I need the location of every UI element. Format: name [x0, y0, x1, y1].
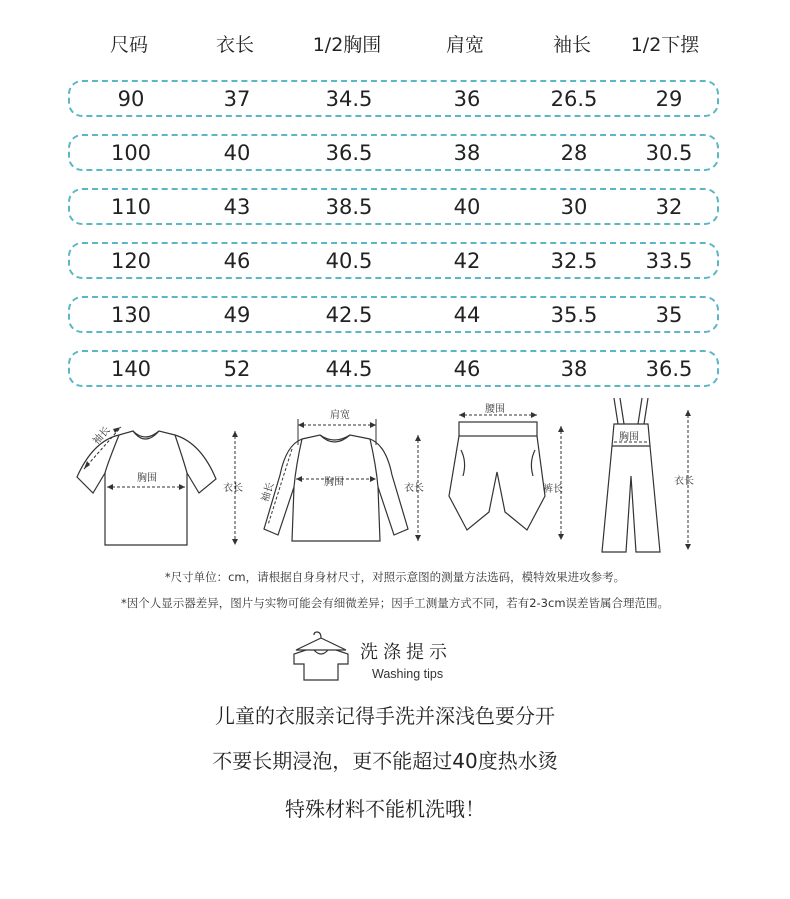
cell-length: 46 — [223, 249, 251, 273]
header-chest: 1/2胸围 — [312, 34, 382, 56]
washing-subtitle: Washing tips — [372, 667, 444, 681]
size-tolerance-note: *因个人显示器差异，图片与实物可能会有细微差异；因手工测量方式不同，若有2-3cm误差皆属合理范围。 — [120, 596, 670, 610]
cell-chest: 44.5 — [325, 357, 373, 381]
cell-size: 110 — [110, 195, 152, 219]
table-row — [68, 296, 719, 333]
table-row — [68, 188, 719, 225]
cell-hem: 36.5 — [645, 357, 693, 381]
cell-size: 100 — [110, 141, 152, 165]
sweater-length-label: 衣长 — [404, 483, 424, 494]
overalls-diagram — [580, 396, 700, 556]
sweater-chest-label: 胸围 — [324, 477, 344, 488]
washing-tip: 特殊材料不能机洗哦！ — [285, 797, 485, 821]
size-unit-note: *尺寸单位：cm，请根据自身身材尺寸，对照示意图的测量方法选码，模特效果进攻参考。 — [164, 570, 626, 584]
tshirt-chest-label: 胸围 — [137, 473, 157, 484]
cell-chest: 34.5 — [325, 87, 373, 111]
pants-length-label: 裤长 — [543, 484, 563, 495]
cell-sleeve: 32.5 — [550, 249, 598, 273]
cell-size: 120 — [110, 249, 152, 273]
cell-shoulder: 38 — [453, 141, 481, 165]
header-length: 衣长 — [215, 34, 255, 56]
header-size: 尺码 — [109, 34, 149, 56]
cell-length: 52 — [223, 357, 251, 381]
tshirt-length-label: 衣长 — [223, 483, 243, 494]
cell-hem: 32 — [655, 195, 683, 219]
cell-shoulder: 44 — [453, 303, 481, 327]
table-row — [68, 350, 719, 387]
cell-chest: 38.5 — [325, 195, 373, 219]
cell-length: 49 — [223, 303, 251, 327]
table-row — [68, 80, 719, 117]
cell-size: 90 — [117, 87, 145, 111]
cell-sleeve: 30 — [560, 195, 588, 219]
cell-length: 37 — [223, 87, 251, 111]
cell-shoulder: 40 — [453, 195, 481, 219]
sweater-shoulder-label: 肩宽 — [330, 410, 350, 421]
header-sleeve: 袖长 — [552, 34, 592, 56]
hanger-shirt-icon — [290, 624, 352, 684]
table-row — [68, 134, 719, 171]
washing-tip: 儿童的衣服亲记得手洗并深浅色要分开 — [215, 704, 555, 728]
cell-hem: 29 — [655, 87, 683, 111]
cell-chest: 42.5 — [325, 303, 373, 327]
cell-hem: 33.5 — [645, 249, 693, 273]
cell-length: 40 — [223, 141, 251, 165]
table-row — [68, 242, 719, 279]
cell-shoulder: 46 — [453, 357, 481, 381]
washing-tip: 不要长期浸泡，更不能超过40度热水烫 — [212, 749, 558, 773]
cell-chest: 36.5 — [325, 141, 373, 165]
tshirt-sleeve-label: 袖长 — [91, 424, 113, 448]
size-table-header — [0, 30, 790, 56]
sweater-diagram — [258, 405, 438, 555]
pants-waist-label: 腰围 — [485, 404, 505, 415]
cell-chest: 40.5 — [325, 249, 373, 273]
header-hem: 1/2下摆 — [630, 34, 700, 56]
cell-shoulder: 36 — [453, 87, 481, 111]
cell-hem: 30.5 — [645, 141, 693, 165]
cell-sleeve: 28 — [560, 141, 588, 165]
sweater-sleeve-label: 袖长 — [259, 481, 277, 504]
pants-diagram — [445, 400, 575, 555]
cell-shoulder: 42 — [453, 249, 481, 273]
cell-size: 140 — [110, 357, 152, 381]
tshirt-diagram — [75, 405, 255, 555]
overalls-length-label: 衣长 — [674, 476, 694, 487]
header-shoulder: 肩宽 — [445, 34, 485, 56]
overalls-chest-label: 胸围 — [619, 432, 639, 443]
cell-sleeve: 35.5 — [550, 303, 598, 327]
cell-size: 130 — [110, 303, 152, 327]
cell-hem: 35 — [655, 303, 683, 327]
cell-sleeve: 38 — [560, 357, 588, 381]
washing-title: 洗涤提示 — [360, 642, 452, 663]
cell-sleeve: 26.5 — [550, 87, 598, 111]
cell-length: 43 — [223, 195, 251, 219]
